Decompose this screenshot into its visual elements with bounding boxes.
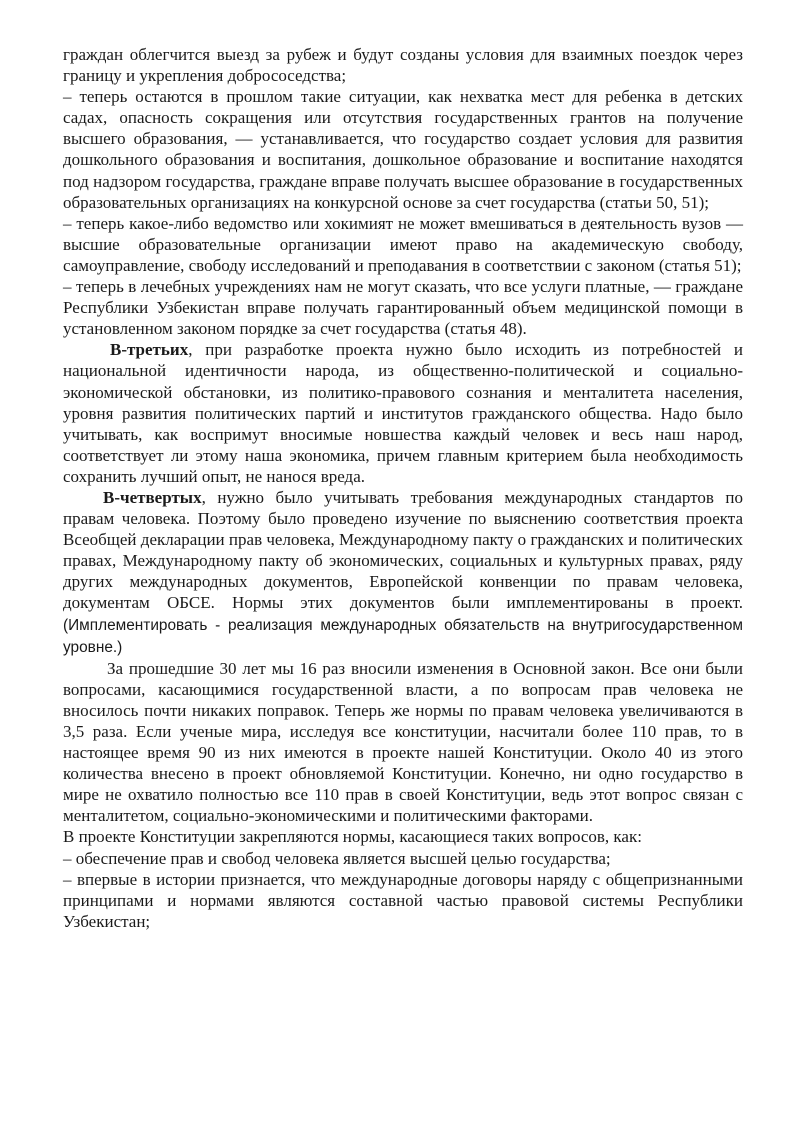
paragraph-human-rights-goal: – обеспечение прав и свобод человека является высшей целью государства; — [63, 848, 611, 868]
paragraph-university-autonomy: – теперь какое-либо ведомство или хокимият не может вмешиваться в деятельность вузов — высшие образовательные организации имеют право на академическую свободу, самоуправление, свободу исследований и преподавания в соответствии с законом (статья 51); — [63, 213, 743, 275]
paragraph-cross-border: граждан облегчится выезд за рубеж и будут созданы условия для взаимных поездок через границу и укрепления добрососедства; — [63, 45, 743, 86]
implementation-note: (Имплементировать - реализация международных обязательств на внутригосударственном уровне.) — [63, 616, 743, 656]
thirdly-lead: В-третьих — [110, 340, 189, 360]
fourthly-text: , нужно было учитывать требования международных стандартов по правам человека. Поэтому было проведено изучение по выяснению соответствия проекта Всеобщей декларации прав человека, Международному пакту о гражданских и политических правах, Международному пакту об экономических, социальных и культурных правах, ряду других международных документов, Европейской конвенции по правам человека, документам ОБСЕ. Нормы этих документов были имплементированы в проект. — [63, 487, 743, 613]
paragraph-amendments: За прошедшие 30 лет мы 16 раз вносили изменения в Основной закон. Все они были вопросами, касающимися государственной власти, а по вопросам прав человека не вносилось почти никаких поправок. Теперь же нормы по правам человека увеличиваются в 3,5 раза. Если ученые мира, исследуя все конституции, насчитали более 110 прав, то в настоящее время 90 из них имеются в проекте нашей Конституции. Около 40 из этого количества внесено в проект обновляемой Конституции. Конечно, ни одно государство в мире не охватило полностью все 110 прав в своей Конституции, ведь этот вопрос связан с менталитетом, социально-экономическими и политическими факторами. — [63, 658, 743, 826]
thirdly-text: , при разработке проекта нужно было исходить из потребностей и национальной идентичности народа, из общественно-политической и социально-экономической обстановки, из политико-правового сознания и менталитета населения, уровня развития политических партий и институтов гражданского общества. Надо было учитывать, как воспримут вносимые новшества каждый человек и весь наш народ, соответствует ли этому наша экономика, причем главным критерием была необходимость сохранить лучший опыт, не нанося вреда. — [63, 340, 743, 486]
paragraph-education-guarantees: – теперь остаются в прошлом такие ситуации, как нехватка мест для ребенка в детских садах, опасность сокращения или отсутствия государственных грантов на получение высшего образования, — устанавливается, что государство создает условия для развития дошкольного образования и воспитания, дошкольное образование и воспитание находятся под надзором государства, граждане вправе получать высшее образование в государственных образовательных организациях на конкурсной основе за счет государства (статьи 50, 51); — [63, 87, 743, 212]
paragraph-fourthly — [63, 487, 743, 658]
paragraph-thirdly — [63, 339, 743, 487]
paragraph-international-treaties: – впервые в истории признается, что международные договоры наряду с общепризнанными принципами и нормами являются составной частью правовой системы Республики Узбекистан; — [63, 869, 743, 931]
paragraph-norms-intro: В проекте Конституции закрепляются нормы, касающиеся таких вопросов, как: — [63, 827, 642, 847]
paragraph-medical-care: – теперь в лечебных учреждениях нам не могут сказать, что все услуги платные, — граждане Республики Узбекистан вправе получать гарантированный объем медицинской помощи в установленном законом порядке за счет государства (статья 48). — [63, 277, 743, 339]
fourthly-lead: В-четвертых — [103, 487, 202, 507]
